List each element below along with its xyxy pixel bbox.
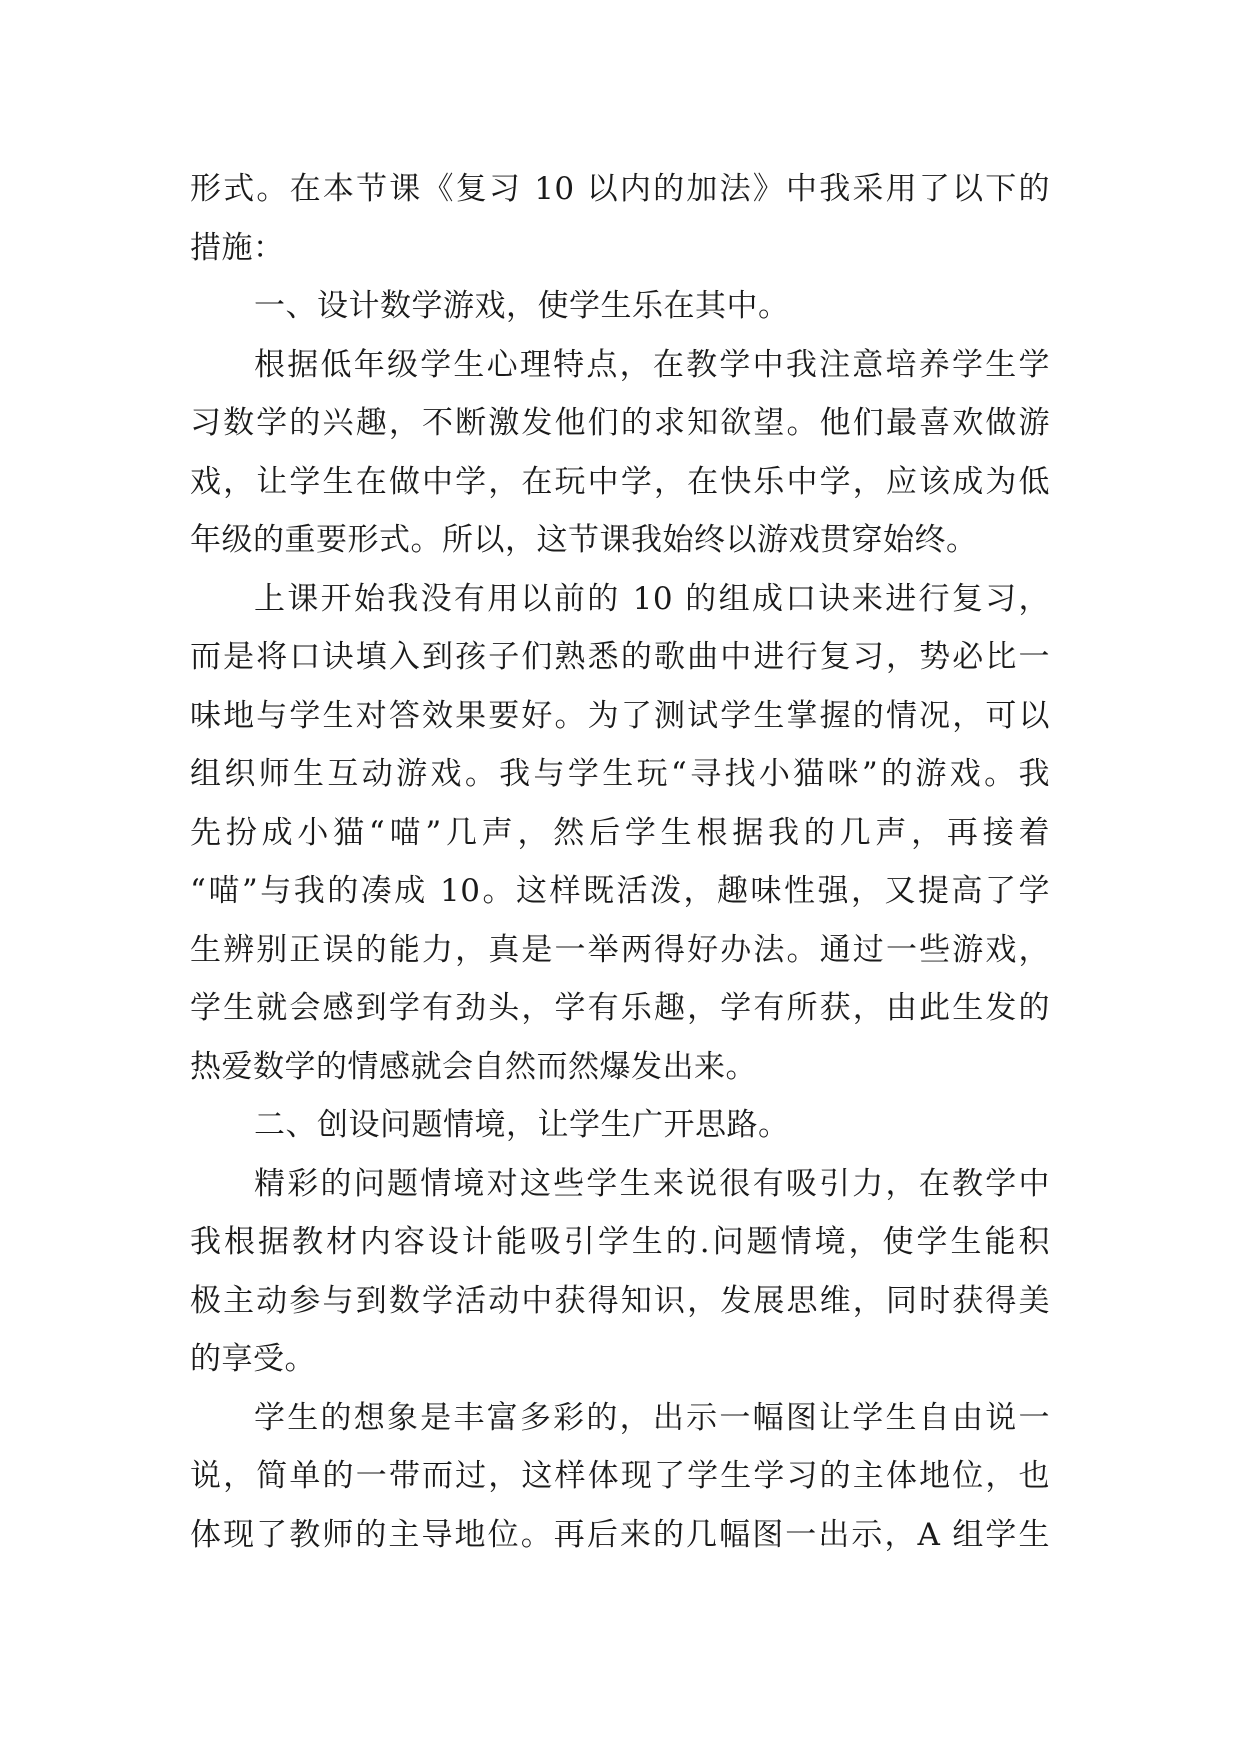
text-line: 形式。在本节课《复习 10 以内的加法》中我采用了以下的 xyxy=(190,171,1050,207)
document-body xyxy=(190,160,1050,1564)
text-line: 戏，让学生在做中学，在玩中学，在快乐中学，应该成为低 xyxy=(190,463,1050,500)
text-line: 措施： xyxy=(190,229,285,266)
text-line: 味地与学生对答效果要好。为了测试学生掌握的情况，可以 xyxy=(190,697,1050,734)
text-line: 上课开始我没有用以前的 10 的组成口诀来进行复习， xyxy=(254,580,1050,617)
text-line: “喵”与我的凑成 10。这样既活泼，趣味性强，又提高了学 xyxy=(190,873,1050,909)
text-line: 说，简单的一带而过，这样体现了学生学习的主体地位，也 xyxy=(190,1458,1050,1494)
text-line: 一、设计数学游戏，使学生乐在其中。 xyxy=(254,288,790,324)
text-line: 组织师生互动游戏。我与学生玩“寻找小猫咪”的游戏。我 xyxy=(190,756,1050,792)
text-line: 热爱数学的情感就会自然而然爆发出来。 xyxy=(190,1048,757,1085)
text-line: 学生的想象是丰富多彩的，出示一幅图让学生自由说一 xyxy=(254,1399,1050,1436)
text-line: 而是将口诀填入到孩子们熟悉的歌曲中进行复习，势必比一 xyxy=(190,639,1050,675)
text-line: 生辨别正误的能力，真是一举两得好办法。通过一些游戏， xyxy=(190,931,1050,968)
text-line: 精彩的问题情境对这些学生来说很有吸引力，在教学中 xyxy=(254,1165,1050,1202)
text-line: 二、创设问题情境，让学生广开思路。 xyxy=(254,1107,790,1143)
text-line: 习数学的兴趣，不断激发他们的求知欲望。他们最喜欢做游 xyxy=(190,405,1050,441)
text-line: 极主动参与到数学活动中获得知识，发展思维，同时获得美 xyxy=(190,1282,1050,1319)
text-line: 我根据教材内容设计能吸引学生的.问题情境，使学生能积 xyxy=(190,1224,1050,1260)
text-line: 体现了教师的主导地位。再后来的几幅图一出示，A 组学生 xyxy=(190,1516,1050,1553)
text-line: 年级的重要形式。所以，这节课我始终以游戏贯穿始终。 xyxy=(190,522,978,558)
text-line: 的享受。 xyxy=(190,1341,316,1377)
text-line: 根据低年级学生心理特点，在教学中我注意培养学生学 xyxy=(254,346,1050,383)
text-line: 学生就会感到学有劲头，学有乐趣，学有所获，由此生发的 xyxy=(190,990,1050,1026)
text-line: 先扮成小猫“喵”几声，然后学生根据我的几声，再接着 xyxy=(190,814,1050,851)
